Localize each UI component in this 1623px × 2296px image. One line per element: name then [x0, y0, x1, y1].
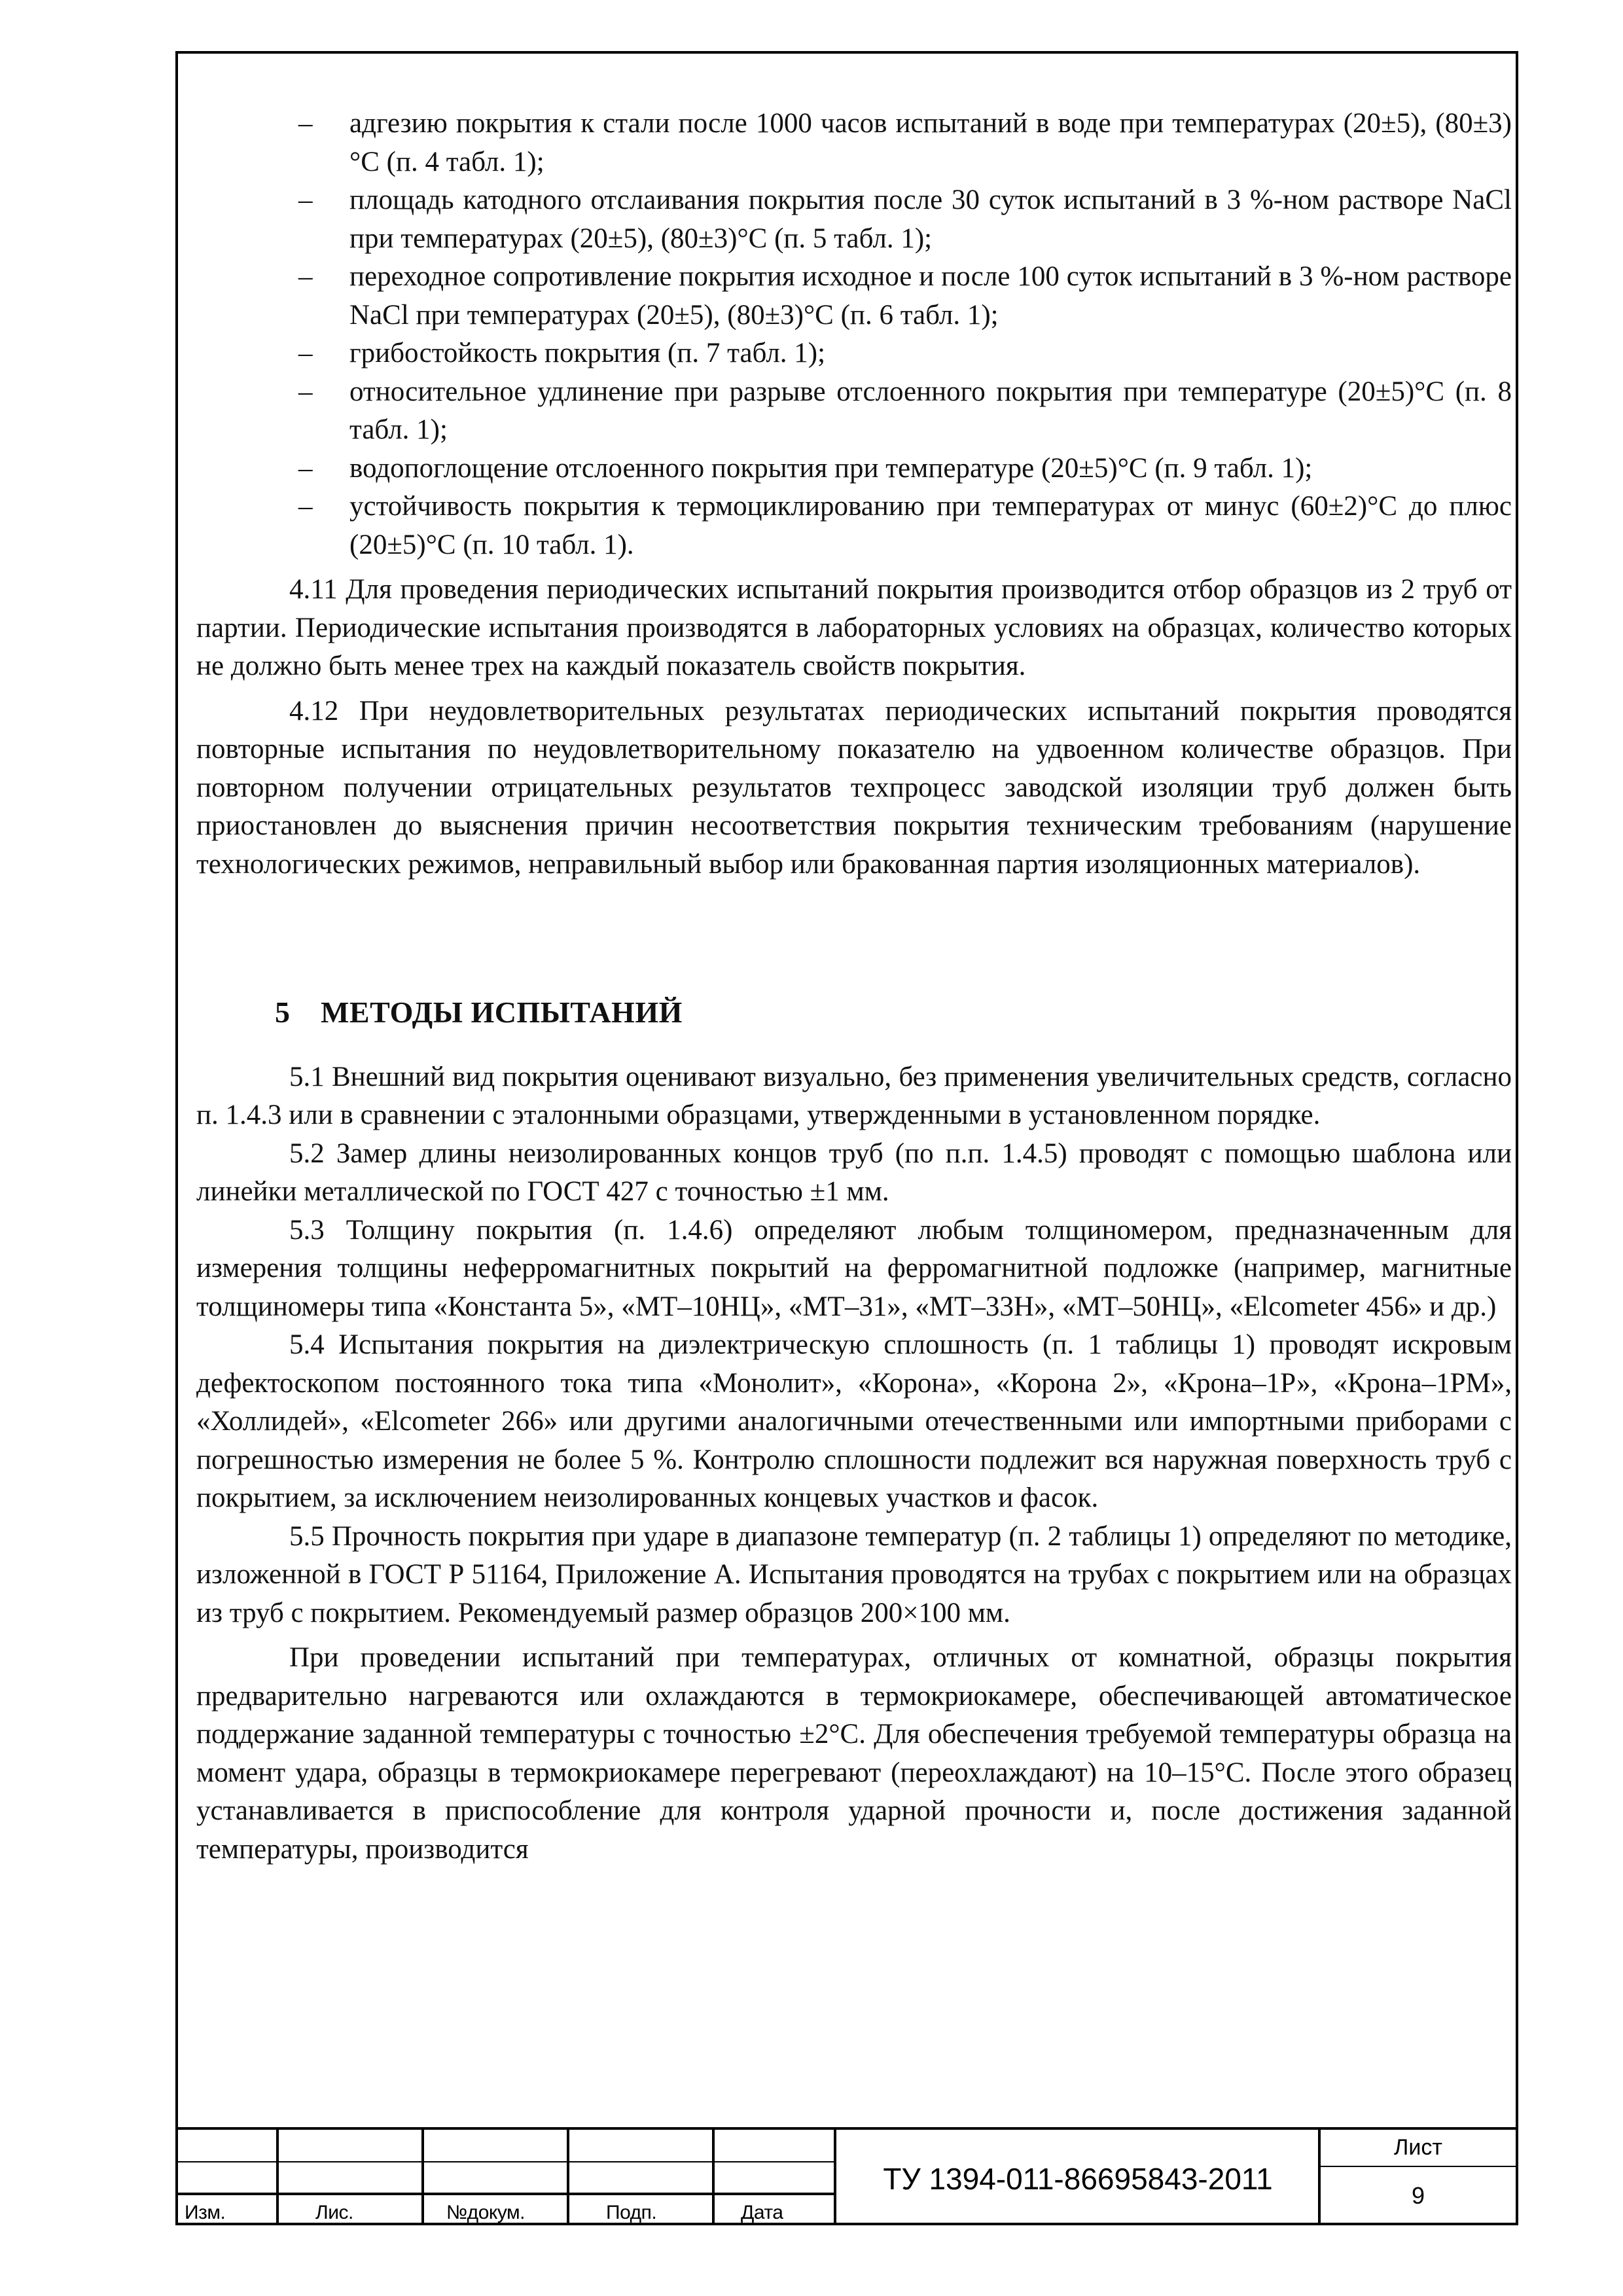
requirements-list: [196, 105, 1512, 564]
document-body: [196, 105, 1512, 1869]
list-dash: –: [298, 338, 313, 368]
list-item: [196, 105, 1512, 181]
list-item: [196, 258, 1512, 334]
list-item-text: устойчивость покрытия к термоциклированию при температурах от минус (60±2)°C до плюс (20±5)°C (п. 10 табл. 1).: [349, 491, 1512, 560]
stamp-col-podp: Подп.: [606, 2202, 657, 2223]
section-title: МЕТОДЫ ИСПЫТАНИЙ: [321, 996, 683, 1029]
list-item: [196, 334, 1512, 373]
section-number: 5: [275, 996, 291, 1029]
list-dash: –: [298, 108, 313, 139]
list-dash: –: [298, 376, 313, 407]
paragraph-5-3: 5.3 Толщину покрытия (п. 1.4.6) определяют любым толщиномером, предназначенным для измерения толщины неферромагнитных покрытий на ферромагнитной подложке (например, магнитные толщиномеры типа «Константа 5», «МТ–10НЦ», «МТ–31», «МТ–33Н», «МТ–50НЦ», «Elcometer 456» и др.): [196, 1214, 1512, 1322]
list-item-text: грибостойкость покрытия (п. 7 табл. 1);: [349, 338, 826, 368]
list-item-text: водопоглощение отслоенного покрытия при температуре (20±5)°C (п. 9 табл. 1);: [349, 452, 1313, 484]
stamp-col-line: [567, 2130, 569, 2223]
stamp-col-line: [276, 2130, 279, 2223]
stamp-col-data: Дата: [741, 2202, 783, 2223]
list-item-text: площадь катодного отслаивания покрытия после 30 суток испытаний в 3 %-ном растворе NaCl при температурах (20±5), (80±3)°C (п. 5 табл. 1);: [349, 185, 1512, 254]
list-item: [196, 488, 1512, 564]
stamp-col-line: [712, 2130, 715, 2223]
stamp-col-doc: №докум.: [446, 2202, 525, 2223]
sheet-label: Лист: [1394, 2135, 1442, 2160]
list-dash: –: [298, 261, 313, 292]
list-item-text: адгезию покрытия к стали после 1000 часов испытаний в воде при температурах (20±5), (80±3)°C (п. 4 табл. 1);: [349, 108, 1512, 177]
paragraph-4-12: 4.12 При неудовлетворительных результатах периодических испытаний покрытия проводятся повторные испытания по неудовлетворительному показателю на удвоенном количестве образцов. При повторном получении отрицательных результатов техпроцесс заводской изоляции труб должен быть приостановлен до выяснения причин несоответствия покрытия техническим требованиям (нарушение технологических режимов, неправильный выбор или бракованная партия изоляционных материалов).: [196, 695, 1512, 880]
section-heading: [196, 994, 1512, 1032]
title-block-stamp: [175, 2127, 1518, 2225]
document-code: ТУ 1394-011-86695843-2011: [883, 2162, 1273, 2196]
list-item-text: переходное сопротивление покрытия исходное и после 100 суток испытаний в 3 %-ном растворе NaCl при температурах (20±5), (80±3)°C (п. 6 табл. 1);: [349, 261, 1512, 331]
list-item: [196, 450, 1512, 488]
paragraph-5-4: 5.4 Испытания покрытия на диэлектрическую сплошность (п. 1 таблицы 1) проводят искровым дефектоскопом постоянного тока типа «Монолит», «Корона», «Корона 2», «Крона–1Р», «Крона–1РМ», «Холлидей», «Elcometer 266» или другими аналогичными отечественными или импортными приборами с погрешностью измерения не более 5 %. Контролю сплошности подлежит вся наружная поверхность труб с покрытием, за исключением неизолированных концевых участков и фасок.: [196, 1329, 1512, 1513]
list-dash: –: [298, 491, 313, 522]
list-item-text: относительное удлинение при разрыве отслоенного покрытия при температуре (20±5)°C (п. 8 табл. 1);: [349, 376, 1512, 445]
list-dash: –: [298, 452, 313, 484]
sheet-number: 9: [1411, 2182, 1425, 2209]
paragraph-4-11: 4.11 Для проведения периодических испытаний покрытия производится отбор образцов из 2 труб от партии. Периодические испытания производятся в лабораторных условиях на образцах, количество которых не должно быть менее трех на каждый показатель свойств покрытия.: [196, 574, 1512, 681]
stamp-col-lis: Лис.: [315, 2202, 353, 2223]
paragraph-5-2: 5.2 Замер длины неизолированных концов труб (по п.п. 1.4.5) проводят с помощью шаблона или линейки металлической по ГОСТ 427 с точностью ±1 мм.: [196, 1138, 1512, 1207]
paragraph-5-1: 5.1 Внешний вид покрытия оценивают визуально, без применения увеличительных средств, согласно п. 1.4.3 или в сравнении с эталонными образцами, утвержденными в установленном порядке.: [196, 1061, 1512, 1130]
paragraph-5-5-continued: При проведении испытаний при температурах, отличных от комнатной, образцы покрытия предварительно нагреваются или охлаждаются в термокриокамере, обеспечивающей автоматическое поддержание заданной температуры с точностью ±2°С. Для обеспечения требуемой температуры образца на момент удара, образцы в термокриокамере перегревают (переохлаждают) на 10–15°С. После этого образец устанавливается в приспособление для контроля ударной прочности и, после достижения заданной температуры, производится: [196, 1642, 1512, 1865]
stamp-col-izm: Изм.: [185, 2202, 226, 2223]
paragraph-5-5: 5.5 Прочность покрытия при ударе в диапазоне температур (п. 2 таблицы 1) определяют по методике, изложенной в ГОСТ Р 51164, Приложение А. Испытания проводятся на трубах с покрытием или на образцах из труб с покрытием. Рекомендуемый размер образцов 200×100 мм.: [196, 1520, 1512, 1628]
stamp-col-line: [421, 2130, 424, 2223]
list-item: [196, 373, 1512, 450]
list-dash: –: [298, 185, 313, 215]
list-item: [196, 181, 1512, 258]
